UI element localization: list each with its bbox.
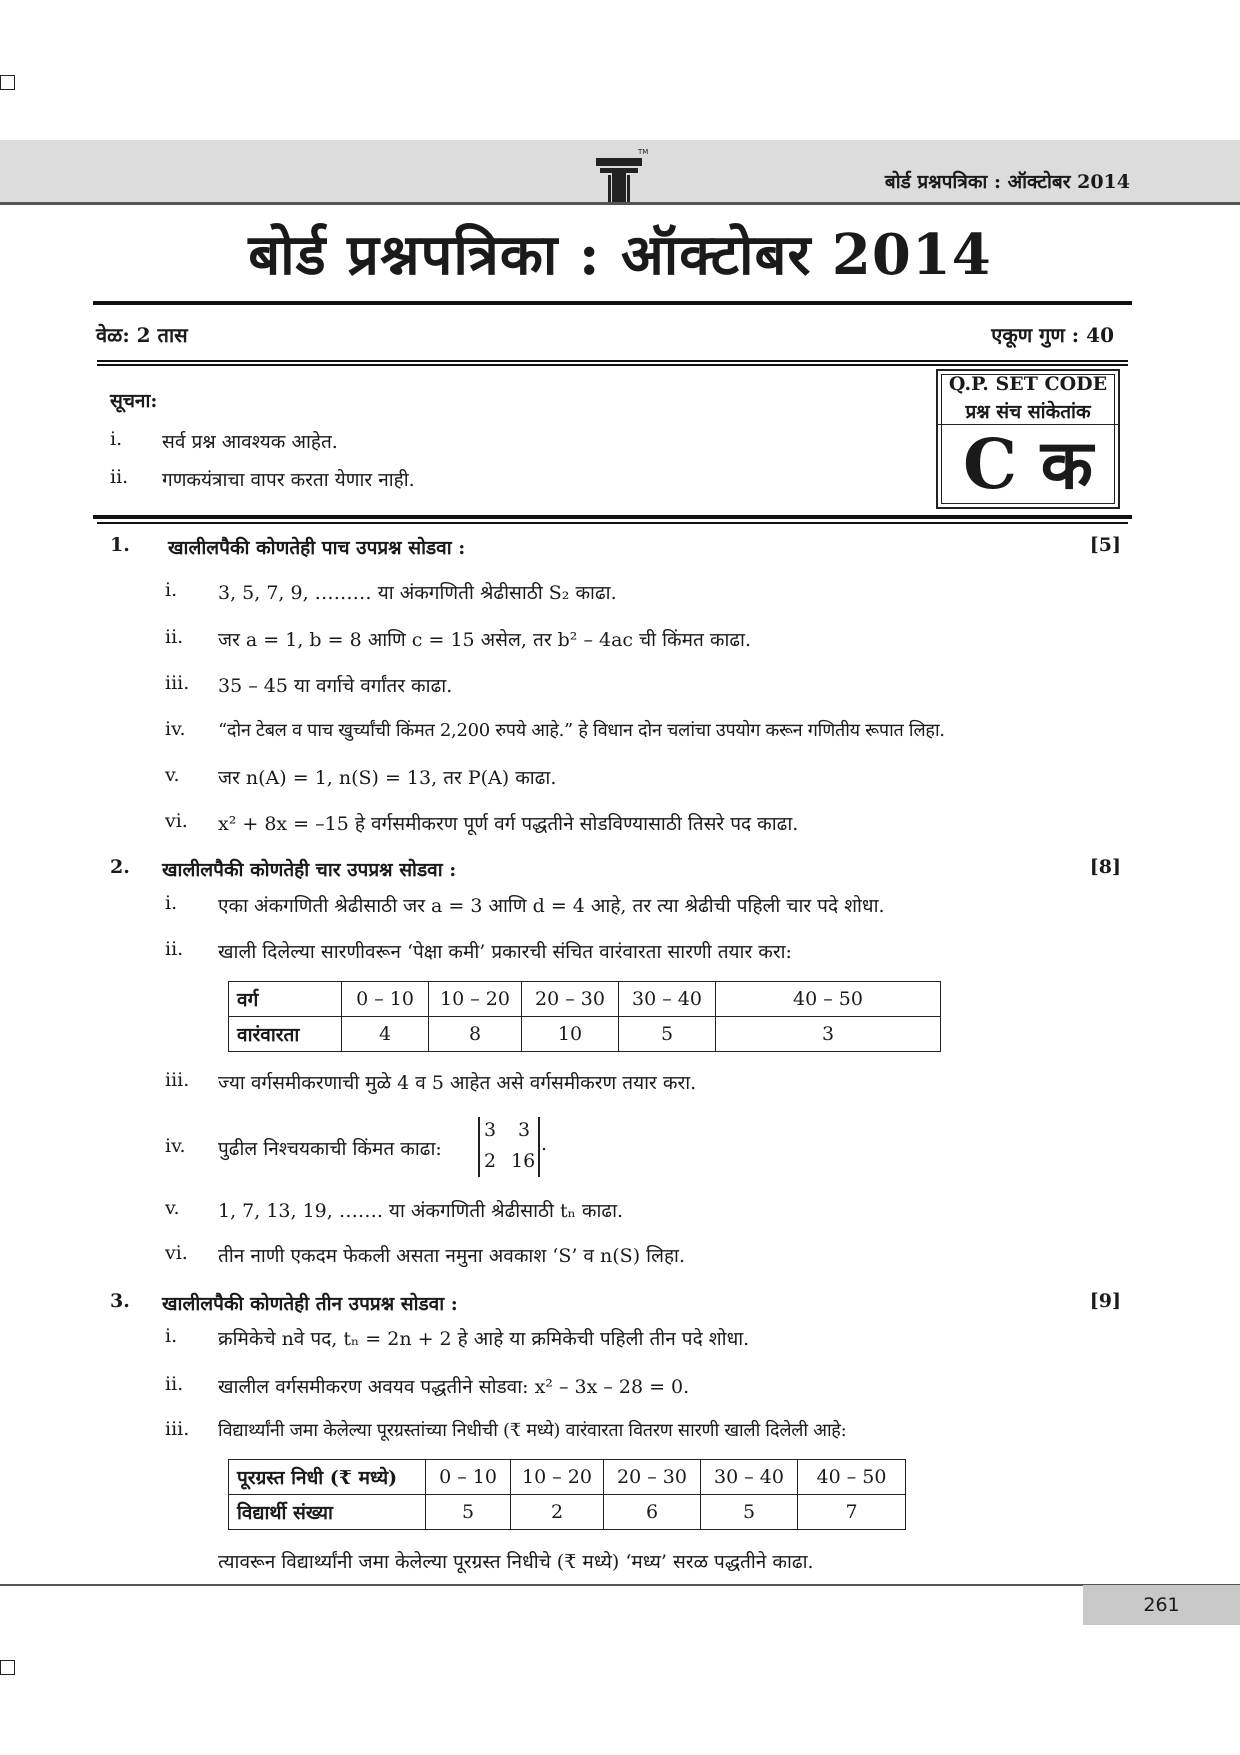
set-code-label-en: Q.P. SET CODE bbox=[948, 373, 1108, 395]
table-cell: 30 – 40 bbox=[619, 982, 716, 1017]
set-code-value: C क bbox=[962, 425, 1094, 505]
question-marks: [5] bbox=[1089, 534, 1121, 556]
subquestion-text: क्रमिकेचे nवे पद, tₙ = 2n + 2 हे आहे या क्रमिकेची पहिली तीन पदे शोधा. bbox=[218, 1328, 750, 1350]
frequency-table bbox=[228, 981, 941, 1052]
subquestion-text: खाली दिलेल्या सारणीवरून ‘पेक्षा कमी’ प्रकारची संचित वारंवारता सारणी तयार करा: bbox=[218, 941, 792, 963]
subquestion-num: vi. bbox=[165, 810, 188, 832]
question-marks: [8] bbox=[1089, 856, 1121, 878]
subquestion-text: “दोन टेबल व पाच खुर्च्यांची किंमत 2,200 रुपये आहे.” हे विधान दोन चलांचा उपयोग करून गणितीय रूपात लिहा. bbox=[218, 720, 945, 741]
crop-mark-bottom bbox=[0, 1660, 15, 1675]
table-cell: 5 bbox=[426, 1495, 511, 1530]
subquestion-num: v. bbox=[165, 1197, 180, 1219]
instructions-rule-thin bbox=[97, 522, 1128, 524]
subquestion-num: ii. bbox=[165, 938, 184, 960]
subquestion-text: 35 – 45 या वर्गाचे वर्गांतर काढा. bbox=[218, 675, 453, 697]
set-code-label-mr: प्रश्न संच सांकेतांक bbox=[965, 401, 1091, 423]
table-row bbox=[229, 1495, 906, 1530]
subquestion-num: v. bbox=[165, 764, 180, 786]
set-code-box bbox=[936, 369, 1120, 509]
table-cell: 40 – 50 bbox=[798, 1460, 906, 1495]
subquestion-text: विद्यार्थ्यांनी जमा केलेल्या पूरग्रस्तांच्या निधीची (₹ मध्ये) वारंवारता वितरण सारणी खाली दिलेली आहे: bbox=[218, 1420, 847, 1441]
question-heading: खालीलपैकी कोणतेही पाच उपप्रश्न सोडवा : bbox=[168, 537, 466, 559]
table-cell: 5 bbox=[701, 1495, 798, 1530]
table-cell: 20 – 30 bbox=[522, 982, 619, 1017]
determinant-entry: 3 bbox=[518, 1119, 531, 1141]
subquestion-text: एका अंकगणिती श्रेढीसाठी जर a = 3 आणि d = 4 आहे, तर त्या श्रेढीची पहिली चार पदे शोधा. bbox=[218, 895, 885, 917]
relief-fund-table bbox=[228, 1459, 906, 1530]
total-marks: एकूण गुण : 40 bbox=[991, 323, 1114, 347]
subquestion-num: ii. bbox=[165, 626, 184, 648]
determinant-end: . bbox=[541, 1133, 548, 1155]
table-cell: 4 bbox=[342, 1017, 429, 1052]
logo-tm: TM bbox=[638, 148, 649, 156]
footer-rule bbox=[0, 1584, 1240, 1586]
table-cell: 0 – 10 bbox=[426, 1460, 511, 1495]
page-number: 261 bbox=[1083, 1585, 1240, 1625]
table-row-label: विद्यार्थी संख्या bbox=[229, 1495, 426, 1530]
subquestion-text: 3, 5, 7, 9, ……… या अंकगणिती श्रेढीसाठी S₂ काढा. bbox=[218, 582, 617, 604]
closing-instruction: त्यावरून विद्यार्थ्यांनी जमा केलेल्या पूरग्रस्त निधीचे (₹ मध्ये) ‘मध्य’ सरळ पद्धतीने काढा. bbox=[218, 1551, 814, 1573]
subquestion-num: i. bbox=[165, 579, 178, 601]
running-title: बोर्ड प्रश्नपत्रिका : ऑक्टोबर 2014 bbox=[884, 171, 1130, 193]
instruction-num: ii. bbox=[110, 466, 129, 488]
instruction-num: i. bbox=[110, 428, 123, 450]
subquestion-text: x² + 8x = –15 हे वर्गसमीकरण पूर्ण वर्ग पद्धतीने सोडविण्यासाठी तिसरे पद काढा. bbox=[218, 813, 799, 835]
page-title: बोर्ड प्रश्नपत्रिका : ऑक्टोबर 2014 bbox=[248, 222, 992, 288]
subquestion-text: तीन नाणी एकदम फेकली असता नमुना अवकाश ‘S’ व n(S) लिहा. bbox=[218, 1245, 685, 1267]
subquestion-num: iii. bbox=[165, 1418, 190, 1440]
instruction-text: सर्व प्रश्न आवश्यक आहेत. bbox=[162, 431, 338, 453]
table-cell: 0 – 10 bbox=[342, 982, 429, 1017]
table-row bbox=[229, 1017, 941, 1052]
table-cell: 8 bbox=[429, 1017, 522, 1052]
table-row-label: पूरग्रस्त निधी (₹ मध्ये) bbox=[229, 1460, 426, 1495]
table-row-label: वर्ग bbox=[229, 982, 342, 1017]
subquestion-num: iii. bbox=[165, 672, 190, 694]
question-heading: खालीलपैकी कोणतेही चार उपप्रश्न सोडवा : bbox=[162, 859, 457, 881]
meta-rule-2 bbox=[97, 364, 1128, 366]
table-cell: 5 bbox=[619, 1017, 716, 1052]
meta-rule-1 bbox=[97, 360, 1128, 362]
determinant-entry: 16 bbox=[511, 1150, 536, 1172]
publisher-logo-icon bbox=[590, 144, 656, 202]
subquestion-text: 1, 7, 13, 19, ……. या अंकगणिती श्रेढीसाठी tₙ काढा. bbox=[218, 1200, 624, 1222]
table-row bbox=[229, 1460, 906, 1495]
subquestion-num: iii. bbox=[165, 1069, 190, 1091]
table-cell: 40 – 50 bbox=[716, 982, 941, 1017]
table-cell: 6 bbox=[604, 1495, 701, 1530]
subquestion-text: जर n(A) = 1, n(S) = 13, तर P(A) काढा. bbox=[218, 767, 557, 789]
determinant-entry: 3 bbox=[484, 1119, 497, 1141]
table-cell: 2 bbox=[511, 1495, 604, 1530]
exam-time: वेळ: 2 तास bbox=[96, 323, 188, 347]
subquestion-num: vi. bbox=[165, 1242, 188, 1264]
table-cell: 7 bbox=[798, 1495, 906, 1530]
subquestion-num: i. bbox=[165, 1325, 178, 1347]
table-cell: 20 – 30 bbox=[604, 1460, 701, 1495]
subquestion-num: iv. bbox=[165, 718, 186, 740]
subquestion-text: खालील वर्गसमीकरण अवयव पद्धतीने सोडवा: x² – 3x – 28 = 0. bbox=[218, 1376, 690, 1398]
question-number: 3. bbox=[110, 1290, 130, 1312]
determinant-entry: 2 bbox=[484, 1150, 497, 1172]
table-cell: 10 bbox=[522, 1017, 619, 1052]
table-row-label: वारंवारता bbox=[229, 1017, 342, 1052]
subquestion-num: iv. bbox=[165, 1135, 186, 1157]
subquestion-text: पुढील निश्चयकाची किंमत काढा: bbox=[218, 1138, 442, 1160]
subquestion-num: i. bbox=[165, 892, 178, 914]
question-marks: [9] bbox=[1089, 1290, 1121, 1312]
question-number: 2. bbox=[110, 856, 130, 878]
instructions-rule bbox=[93, 515, 1132, 519]
table-cell: 30 – 40 bbox=[701, 1460, 798, 1495]
question-heading: खालीलपैकी कोणतेही तीन उपप्रश्न सोडवा : bbox=[162, 1293, 458, 1315]
table-cell: 10 – 20 bbox=[429, 982, 522, 1017]
subquestion-text: जर a = 1, b = 8 आणि c = 15 असेल, तर b² – 4ac ची किंमत काढा. bbox=[218, 629, 752, 651]
subquestion-text: ज्या वर्गसमीकरणाची मुळे 4 व 5 आहेत असे वर्गसमीकरण तयार करा. bbox=[218, 1072, 697, 1094]
header-divider bbox=[0, 202, 1240, 205]
instructions-heading: सूचना: bbox=[110, 390, 158, 412]
table-cell: 10 – 20 bbox=[511, 1460, 604, 1495]
title-rule bbox=[93, 301, 1132, 305]
question-number: 1. bbox=[110, 534, 130, 556]
table-row bbox=[229, 982, 941, 1017]
instruction-text: गणकयंत्राचा वापर करता येणार नाही. bbox=[162, 469, 415, 491]
crop-mark-top bbox=[0, 75, 15, 90]
table-cell: 3 bbox=[716, 1017, 941, 1052]
determinant bbox=[478, 1117, 540, 1177]
subquestion-num: ii. bbox=[165, 1373, 184, 1395]
